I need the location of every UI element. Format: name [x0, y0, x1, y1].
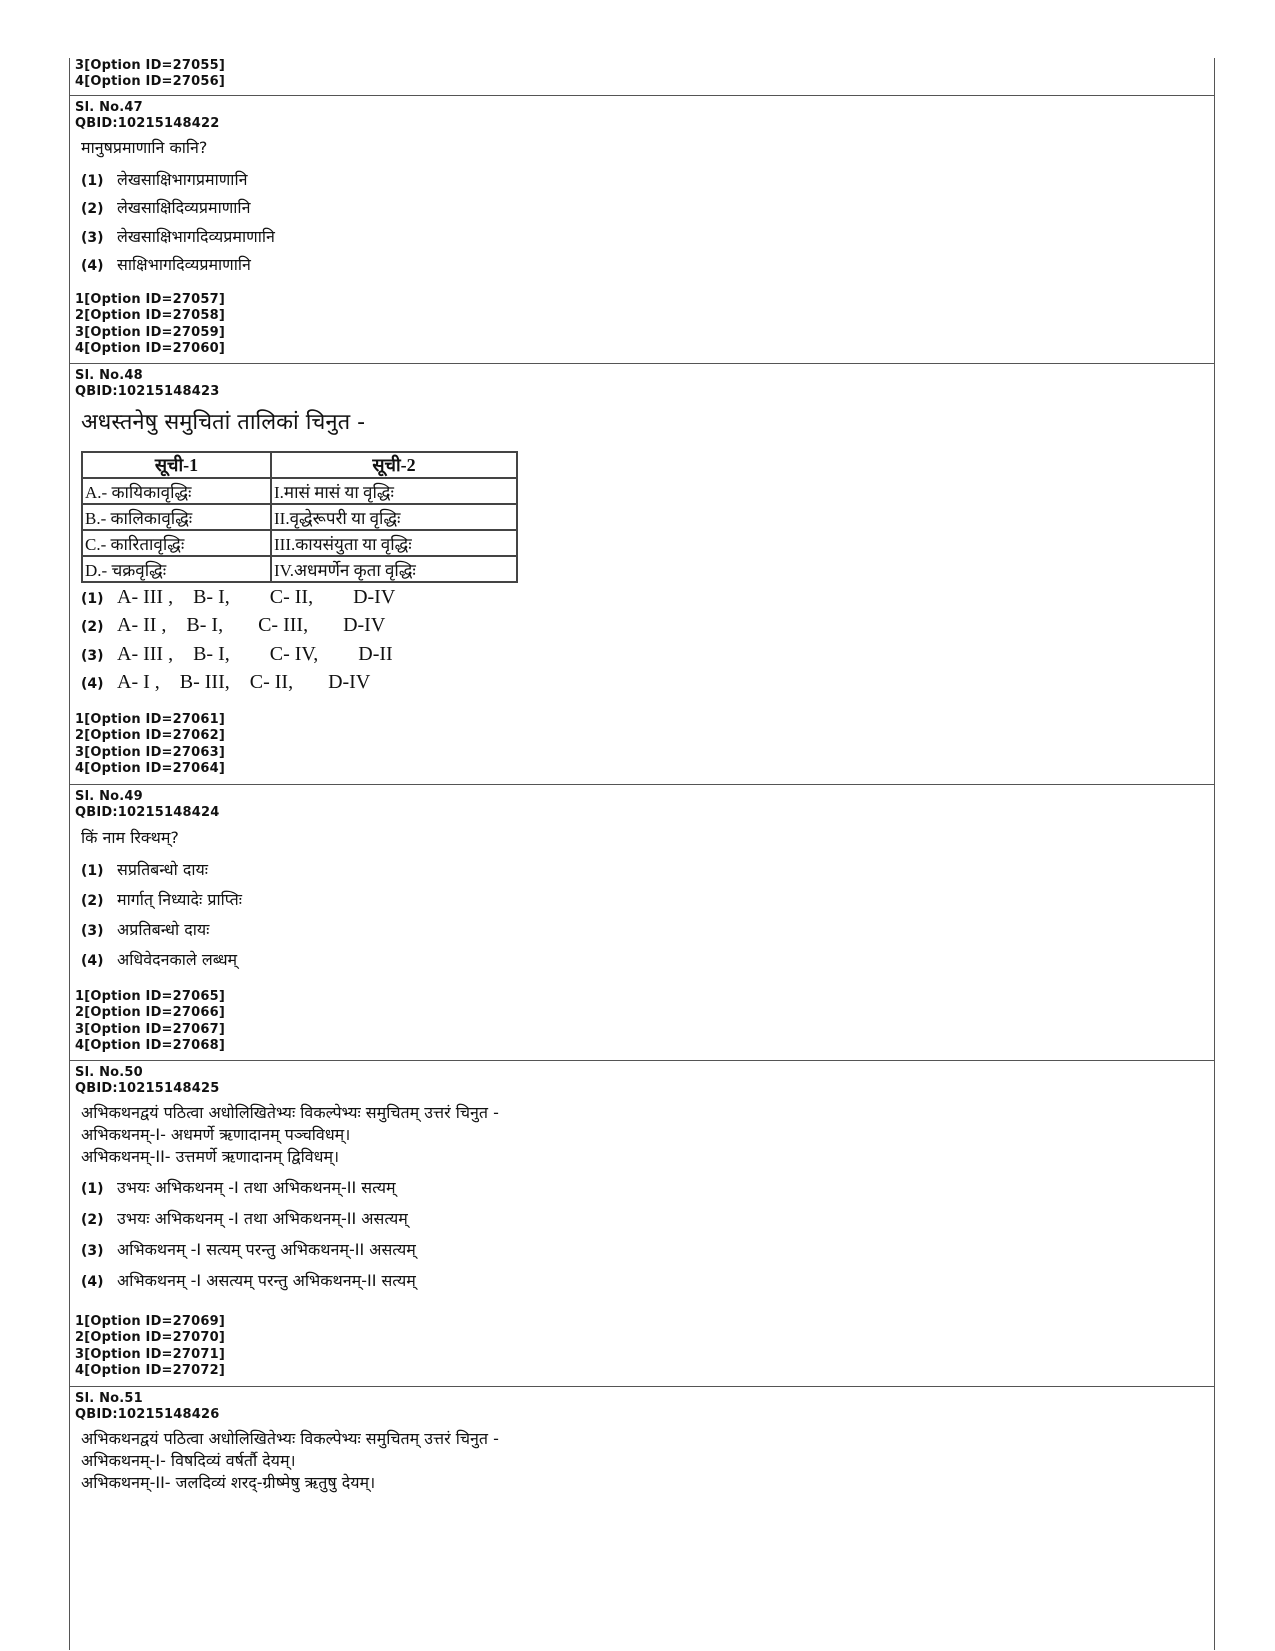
option-4: (4) A- I , B- III, C- II, D-IV: [81, 671, 371, 693]
option-id: 1[Option ID=27065]: [75, 989, 226, 1004]
option-4: (4) साक्षिभागदिव्यप्रमाणानि: [81, 255, 251, 274]
question-text: अभिकथनद्वयं पठित्वा अधोलिखितेभ्यः विकल्पेभ्यः समुचितम् उत्तरं चिनुत -: [81, 1103, 499, 1122]
option-id: 4[Option ID=27068]: [75, 1038, 226, 1053]
table-cell: III.कायसंयुता या वृद्धिः: [271, 530, 517, 556]
table-row: [82, 478, 517, 504]
qbid: QBID:10215148422: [75, 116, 220, 131]
table-row: [82, 530, 517, 556]
table-cell: B.- कालिकावृद्धिः: [82, 504, 271, 530]
option-id: 3[Option ID=27055]: [75, 58, 226, 73]
option-id: 4[Option ID=27060]: [75, 341, 226, 356]
option-3: (3) लेखसाक्षिभागदिव्यप्रमाणानि: [81, 227, 275, 246]
option-id: 3[Option ID=27059]: [75, 325, 226, 340]
option-1: (1) लेखसाक्षिभागप्रमाणानि: [81, 170, 248, 189]
divider: [70, 95, 1214, 96]
option-id: 2[Option ID=27070]: [75, 1330, 226, 1345]
option-2: (2) मार्गात् निध्यादेः प्राप्तिः: [81, 890, 243, 909]
statement-2: अभिकथनम्-II- जलदिव्यं शरद्-ग्रीष्मेषु ऋतुषु देयम्।: [81, 1473, 376, 1492]
option-3: (3) A- III , B- I, C- IV, D-II: [81, 643, 393, 665]
table-header: सूची-1: [82, 452, 271, 478]
option-id: 2[Option ID=27066]: [75, 1005, 226, 1020]
table-cell: II.वृद्धेरूपरी या वृद्धिः: [271, 504, 517, 530]
option-2: (2) उभयः अभिकथनम् -I तथा अभिकथनम्-II असत्यम्: [81, 1209, 408, 1228]
option-id: 2[Option ID=27062]: [75, 728, 226, 743]
statement-1: अभिकथनम्-I- अधमर्णे ऋणादानम् पञ्चविधम्।: [81, 1125, 351, 1144]
table-cell: D.- चक्रवृद्धिः: [82, 556, 271, 582]
serial-number: Sl. No.49: [75, 789, 143, 804]
question-text: अधस्तनेषु समुचितां तालिकां चिनुत -: [81, 410, 366, 435]
question-paper-page: [69, 58, 1215, 1650]
divider: [70, 363, 1214, 364]
question-text: अभिकथनद्वयं पठित्वा अधोलिखितेभ्यः विकल्पेभ्यः समुचितम् उत्तरं चिनुत -: [81, 1429, 499, 1448]
statement-2: अभिकथनम्-II- उत्तमर्णे ऋणादानम् द्विविधम्।: [81, 1147, 340, 1166]
option-4: (4) अधिवेदनकाले लब्धम्: [81, 950, 238, 969]
option-1: (1) सप्रतिबन्धो दायः: [81, 860, 208, 879]
divider: [70, 784, 1214, 785]
divider: [70, 1060, 1214, 1061]
qbid: QBID:10215148423: [75, 384, 220, 399]
option-id: 3[Option ID=27067]: [75, 1022, 226, 1037]
serial-number: Sl. No.48: [75, 368, 143, 383]
option-1: (1) A- III , B- I, C- II, D-IV: [81, 586, 396, 608]
option-3: (3) अप्रतिबन्धो दायः: [81, 920, 210, 939]
table-row: [82, 504, 517, 530]
option-3: (3) अभिकथनम् -I सत्यम् परन्तु अभिकथनम्-II असत्यम्: [81, 1240, 416, 1259]
option-2: (2) लेखसाक्षिदिव्यप्रमाणानि: [81, 198, 251, 217]
table-row: [82, 556, 517, 582]
option-id: 3[Option ID=27071]: [75, 1347, 226, 1362]
table-cell: C.- कारितावृद्धिः: [82, 530, 271, 556]
serial-number: Sl. No.51: [75, 1391, 143, 1406]
qbid: QBID:10215148424: [75, 805, 220, 820]
question-text: किं नाम रिक्थम्?: [81, 828, 179, 847]
option-id: 1[Option ID=27069]: [75, 1314, 226, 1329]
statement-1: अभिकथनम्-I- विषदिव्यं वर्षर्तौ देयम्।: [81, 1451, 296, 1470]
serial-number: Sl. No.47: [75, 100, 143, 115]
table-cell: A.- कायिकावृद्धिः: [82, 478, 271, 504]
serial-number: Sl. No.50: [75, 1065, 143, 1080]
question-text: मानुषप्रमाणानि कानि?: [81, 138, 208, 157]
qbid: QBID:10215148425: [75, 1081, 220, 1096]
divider: [70, 1386, 1214, 1387]
option-id: 3[Option ID=27063]: [75, 745, 226, 760]
option-id: 1[Option ID=27057]: [75, 292, 226, 307]
option-4: (4) अभिकथनम् -I असत्यम् परन्तु अभिकथनम्-II सत्यम्: [81, 1271, 416, 1290]
option-id: 2[Option ID=27058]: [75, 308, 226, 323]
table-cell: I.मासं मासं या वृद्धिः: [271, 478, 517, 504]
option-1: (1) उभयः अभिकथनम् -I तथा अभिकथनम्-II सत्यम्: [81, 1178, 396, 1197]
qbid: QBID:10215148426: [75, 1407, 220, 1422]
table-header: सूची-2: [271, 452, 517, 478]
option-2: (2) A- II , B- I, C- III, D-IV: [81, 614, 386, 636]
option-id: 4[Option ID=27072]: [75, 1363, 226, 1378]
table-cell: IV.अधमर्णेन कृता वृद्धिः: [271, 556, 517, 582]
option-id: 4[Option ID=27064]: [75, 761, 226, 776]
option-id: 4[Option ID=27056]: [75, 74, 226, 89]
option-id: 1[Option ID=27061]: [75, 712, 226, 727]
matching-table: [81, 451, 518, 583]
